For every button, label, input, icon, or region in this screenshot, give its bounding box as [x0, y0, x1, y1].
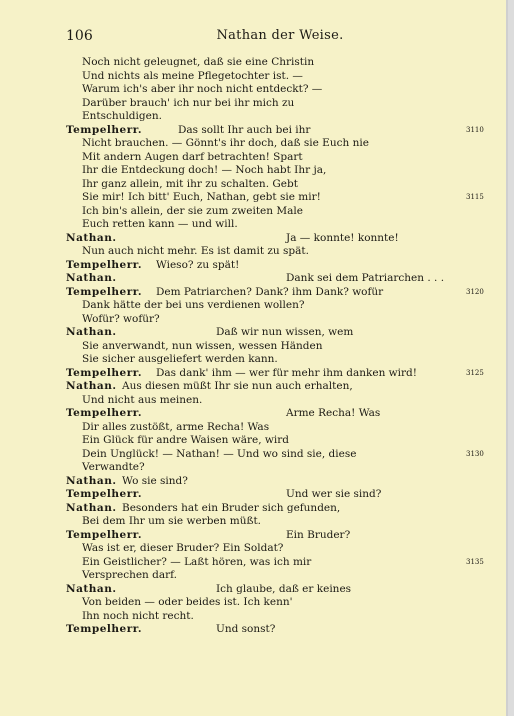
speech-text: Nun auch nicht mehr. Es ist damit zu spät.: [82, 245, 309, 257]
speech-text: Aus diesen müßt Ihr sie nun auch erhalten,: [122, 380, 353, 392]
speech-text: Bei dem Ihr um sie werben müßt.: [82, 515, 262, 527]
speech-text: Und nicht aus meinen.: [82, 393, 203, 406]
speech-text: Darüber brauch' ich nur bei ihr mich zu: [82, 96, 295, 109]
speech-text: Und wer sie sind?: [286, 488, 382, 500]
text-line: [0, 137, 506, 151]
speech-text: Mit andern Augen darf betrachten! Spart: [82, 150, 303, 163]
speech-text: Wofür? wofür?: [82, 312, 160, 325]
text-line: [0, 299, 506, 313]
page-number: 106: [66, 28, 93, 44]
speaker-name: Tempelherr.: [66, 407, 142, 419]
speech-text: Von beiden — oder beides ist. Ich kenn': [82, 596, 293, 608]
text-line: [0, 515, 506, 529]
speech-text: Ihr die Entdeckung doch! — Noch habt Ihr ja,: [82, 164, 327, 176]
speaker-name: Nathan.: [66, 231, 117, 244]
speech-text: Ein Glück für andre Waisen wäre, wird: [82, 434, 289, 446]
verse-line-number: 3110: [466, 125, 484, 134]
speech-text: Ihn noch nicht recht.: [82, 609, 194, 622]
text-line: [0, 205, 506, 219]
text-line: [0, 259, 506, 273]
text-line: [0, 556, 506, 570]
text-line: [0, 407, 506, 421]
speech-text: Entschuldigen.: [82, 110, 162, 122]
verse-line-number: 3135: [466, 557, 484, 566]
speaker-name: Nathan.: [66, 272, 117, 284]
text-line: [0, 313, 506, 327]
speaker-name: Nathan.: [66, 582, 117, 595]
text-line: [0, 461, 506, 475]
text-line: [0, 124, 506, 138]
text-line: [0, 448, 506, 462]
verse-line-number: 3130: [466, 449, 484, 458]
text-line: [0, 394, 506, 408]
speech-text: Ein Bruder?: [286, 528, 351, 541]
speech-text: Das sollt Ihr auch bei ihr: [178, 123, 311, 136]
text-line: [0, 70, 506, 84]
speech-text: Ihr ganz allein, mit ihr zu schalten. Gebt: [82, 177, 298, 190]
speech-text: Sie sicher ausgeliefert werden kann.: [82, 353, 278, 365]
speech-text: Wo sie sind?: [122, 474, 188, 487]
text-line: [0, 56, 506, 70]
speech-text: Ja — konnte! konnte!: [286, 231, 399, 244]
text-line: [0, 110, 506, 124]
text-line: [0, 97, 506, 111]
text-line: [0, 502, 506, 516]
speech-text: Dir alles zustößt, arme Recha! Was: [82, 420, 270, 433]
text-line: [0, 488, 506, 502]
speech-text: Warum ich's aber ihr noch nicht entdeckt? —: [82, 83, 323, 95]
text-line: [0, 542, 506, 556]
text-line: [0, 475, 506, 489]
text-line: [0, 529, 506, 543]
speaker-name: Tempelherr.: [66, 488, 142, 500]
speech-text: Dank hätte der bei uns verdienen wollen?: [82, 299, 305, 311]
text-line: [0, 583, 506, 597]
text-line: [0, 367, 506, 381]
speech-text: Was ist er, dieser Bruder? Ein Soldat?: [82, 542, 284, 554]
text-line: [0, 286, 506, 300]
text-line: [0, 272, 506, 286]
speech-text: Verwandte?: [82, 461, 145, 473]
text-line: [0, 164, 506, 178]
page-header: [0, 28, 506, 44]
speaker-name: Tempelherr.: [66, 285, 142, 298]
text-line: [0, 380, 506, 394]
speech-text: Sie anverwandt, nun wissen, wessen Händen: [82, 339, 323, 352]
text-line: [0, 218, 506, 232]
text-line: [0, 569, 506, 583]
speech-text: Ich bin's allein, der sie zum zweiten Male: [82, 204, 303, 217]
speech-text: Nicht brauchen. — Gönnt's ihr doch, daß sie Euch nie: [82, 137, 369, 149]
speech-text: Euch retten kann — und will.: [82, 218, 238, 230]
speech-text: Ich glaube, daß er keines: [216, 582, 352, 595]
speaker-name: Nathan.: [66, 326, 117, 338]
text-line: [0, 434, 506, 448]
verse-line-number: 3125: [466, 368, 484, 377]
speech-text: Versprechen darf.: [82, 569, 178, 581]
verse-line-number: 3115: [466, 193, 484, 201]
text-line: [0, 326, 506, 340]
speaker-name: Tempelherr.: [66, 258, 142, 271]
text-line: [0, 245, 506, 259]
verse-line-number: 3120: [466, 287, 484, 296]
running-title: Nathan der Weise.: [216, 28, 344, 43]
speaker-name: Tempelherr.: [66, 528, 142, 541]
speech-text: Das dank' ihm — wer für mehr ihm danken wird!: [156, 366, 417, 379]
speaker-name: Tempelherr.: [66, 123, 142, 136]
speech-text: Besonders hat ein Bruder sich gefunden,: [122, 501, 341, 514]
speech-text: Dem Patriarchen? Dank? ihm Dank? wofür: [156, 285, 384, 298]
speech-text: Dank sei dem Patriarchen . . .: [286, 272, 445, 284]
text-line: [0, 232, 506, 246]
text-line: [0, 340, 506, 354]
text-line: [0, 623, 506, 637]
speech-text: Arme Recha! Was: [286, 407, 381, 419]
speaker-name: Nathan.: [66, 380, 117, 392]
text-line: [0, 610, 506, 624]
speaker-name: Nathan.: [66, 474, 117, 487]
speaker-name: Tempelherr.: [66, 623, 142, 635]
text-line: [0, 83, 506, 97]
speech-text: Ein Geistlicher? — Laßt hören, was ich mir: [82, 555, 312, 568]
speech-text: Und sonst?: [216, 623, 276, 635]
text-line: [0, 353, 506, 367]
speech-text: Dein Unglück! — Nathan! — Und wo sind sie, diese: [82, 447, 357, 460]
text-line: [0, 178, 506, 192]
speech-text: Noch nicht geleugnet, daß sie eine Christin: [82, 56, 315, 68]
speech-text: Daß wir nun wissen, wem: [216, 326, 354, 338]
speech-text: Sie mir! Ich bitt' Euch, Nathan, gebt sie mir!: [82, 191, 321, 203]
text-line: [0, 421, 506, 435]
speech-text: Wieso? zu spät!: [156, 258, 240, 271]
text-line: [0, 151, 506, 165]
speech-text: Und nichts als meine Pflegetochter ist. —: [82, 69, 303, 82]
speaker-name: Tempelherr.: [66, 366, 142, 379]
dialogue-text: [0, 56, 506, 637]
text-line: [0, 191, 506, 205]
text-line: [0, 596, 506, 610]
speaker-name: Nathan.: [66, 501, 117, 514]
